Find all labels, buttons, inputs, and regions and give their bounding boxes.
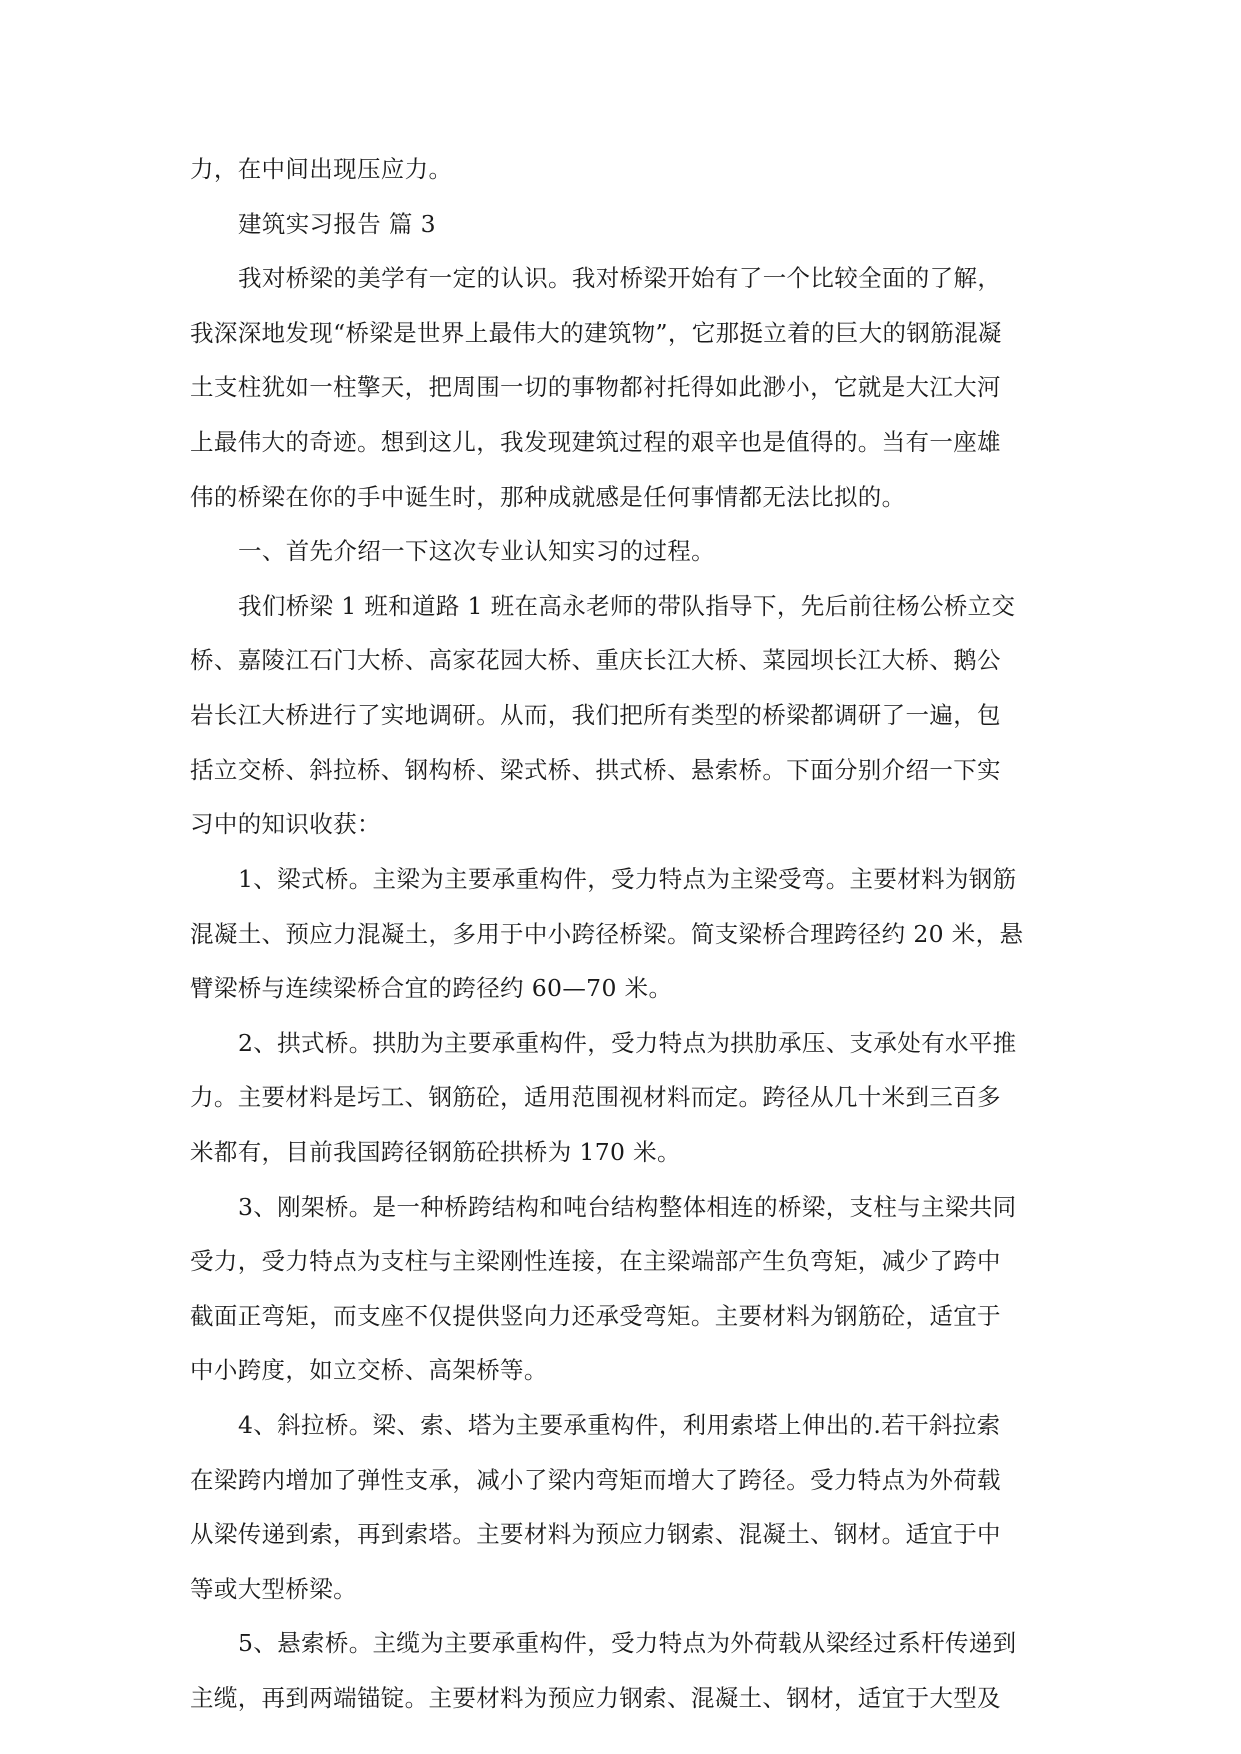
text-line: 5、悬索桥。主缆为主要承重构件，受力特点为外荷载从梁经过系杆传递到 (238, 1629, 1017, 1657)
text-line: 土支柱犹如一柱擎天，把周围一切的事物都衬托得如此渺小，它就是大江大河 (190, 373, 1001, 401)
text-line: 上最伟大的奇迹。想到这儿，我发现建筑过程的艰辛也是值得的。当有一座雄 (190, 428, 1001, 456)
text-line: 截面正弯矩，而支座不仅提供竖向力还承受弯矩。主要材料为钢筋砼，适宜于 (190, 1302, 1001, 1330)
text-line: 混凝土、预应力混凝土，多用于中小跨径桥梁。简支梁桥合理跨径约 20 米，悬 (190, 920, 1024, 948)
text-line: 我深深地发现“桥梁是世界上最伟大的建筑物”，它那挺立着的巨大的钢筋混凝 (190, 319, 1002, 347)
text-line: 臂梁桥与连续梁桥合宜的跨径约 60—70 米。 (190, 974, 673, 1002)
text-line: 等或大型桥梁。 (190, 1575, 357, 1603)
text-line: 中小跨度，如立交桥、高架桥等。 (190, 1356, 548, 1384)
text-line: 一、首先介绍一下这次专业认知实习的过程。 (238, 537, 715, 565)
section-heading: 建筑实习报告 篇 3 (238, 210, 436, 238)
text-line: 力。主要材料是圬工、钢筋砼，适用范围视材料而定。跨径从几十米到三百多 (190, 1083, 1001, 1111)
text-line: 在梁跨内增加了弹性支承，减小了梁内弯矩而增大了跨径。受力特点为外荷载 (190, 1466, 1001, 1494)
text-line: 我对桥梁的美学有一定的认识。我对桥梁开始有了一个比较全面的了解， (238, 264, 1002, 292)
text-line: 括立交桥、斜拉桥、钢构桥、梁式桥、拱式桥、悬索桥。下面分别介绍一下实 (190, 756, 1001, 784)
text-line: 力，在中间出现压应力。 (190, 155, 453, 183)
text-line: 伟的桥梁在你的手中诞生时，那种成就感是任何事情都无法比拟的。 (190, 483, 906, 511)
text-line: 米都有，目前我国跨径钢筋砼拱桥为 170 米。 (190, 1138, 681, 1166)
text-line: 我们桥梁 1 班和道路 1 班在高永老师的带队指导下，先后前往杨公桥立交 (238, 592, 1016, 620)
text-line: 习中的知识收获： (190, 810, 381, 838)
text-line: 4、斜拉桥。梁、索、塔为主要承重构件，利用索塔上伸出的.若干斜拉索 (238, 1411, 1001, 1439)
text-line: 岩长江大桥进行了实地调研。从而，我们把所有类型的桥梁都调研了一遍，包 (190, 701, 1001, 729)
text-line: 3、刚架桥。是一种桥跨结构和吨台结构整体相连的桥梁，支柱与主梁共同 (238, 1193, 1017, 1221)
text-line: 从梁传递到索，再到索塔。主要材料为预应力钢索、混凝土、钢材。适宜于中 (190, 1520, 1001, 1548)
text-line: 主缆，再到两端锚锭。主要材料为预应力钢索、混凝土、钢材，适宜于大型及 (190, 1684, 1001, 1712)
text-line: 受力，受力特点为支柱与主梁刚性连接，在主梁端部产生负弯矩，减少了跨中 (190, 1247, 1001, 1275)
text-line: 1、梁式桥。主梁为主要承重构件，受力特点为主梁受弯。主要材料为钢筋 (238, 865, 1017, 893)
text-line: 2、拱式桥。拱肋为主要承重构件，受力特点为拱肋承压、支承处有水平推 (238, 1029, 1017, 1057)
text-line: 桥、嘉陵江石门大桥、高家花园大桥、重庆长江大桥、菜园坝长江大桥、鹅公 (190, 646, 1001, 674)
